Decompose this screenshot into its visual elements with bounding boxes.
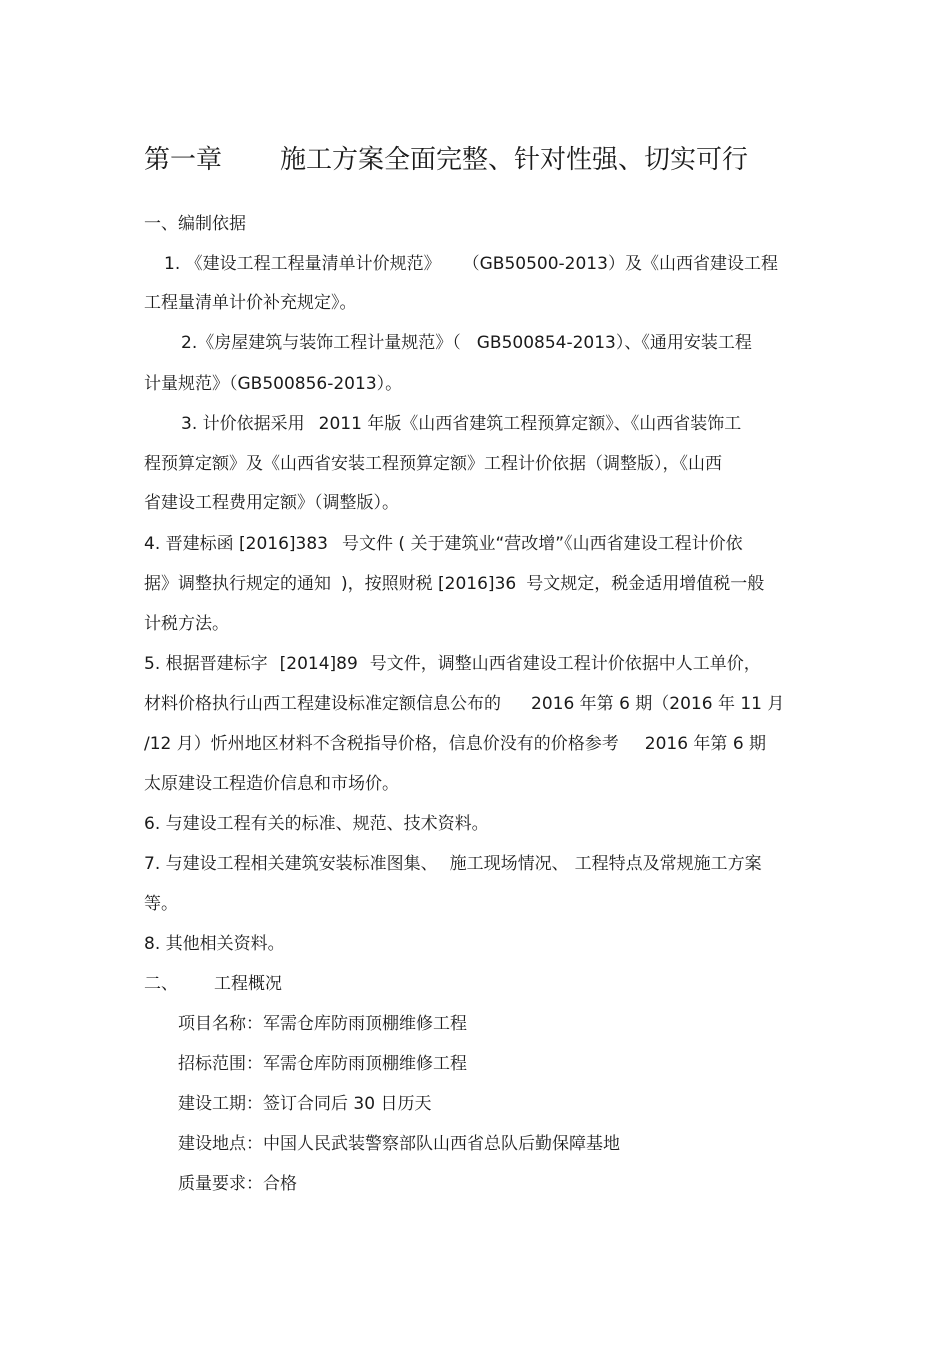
basis-item-5-line-4: 太原建设工程造价信息和市场价。: [144, 774, 399, 794]
overview-field-duration: 建设工期：签订合同后 30 日历天: [178, 1094, 432, 1114]
chapter-heading: 施工方案全面完整、针对性强、切实可行: [280, 145, 749, 175]
section-heading-basis: 一、编制依据: [144, 214, 246, 234]
chapter-number: 第一章: [144, 145, 223, 175]
section-number: 二、: [144, 974, 178, 994]
basis-item-7-line-1: 7. 与建设工程相关建筑安装标准图集、 施工现场情况、 工程特点及常规施工方案: [144, 854, 762, 874]
chapter-title: [144, 143, 748, 177]
basis-item-3-line-2: 程预算定额》及《山西省安装工程预算定额》工程计价依据（调整版），《山西: [144, 454, 722, 474]
overview-field-location: 建设地点：中国人民武装警察部队山西省总队后勤保障基地: [178, 1134, 620, 1154]
overview-field-project-name: 项目名称：军需仓库防雨顶棚维修工程: [178, 1014, 467, 1034]
overview-field-quality: 质量要求：合格: [178, 1174, 297, 1194]
basis-item-4-line-3: 计税方法。: [144, 614, 229, 634]
basis-item-5-line-3: /12 月）忻州地区材料不含税指导价格，信息价没有的价格参考 2016 年第 6 期: [144, 734, 767, 754]
basis-item-5-line-2: 材料价格执行山西工程建设标准定额信息公布的 2016 年第 6 期（2016 年 11 月: [144, 694, 785, 714]
basis-item-1-line-2: 工程量清单计价补充规定》。: [144, 293, 357, 313]
basis-item-7-line-2: 等。: [144, 894, 178, 914]
section-title: 工程概况: [214, 974, 282, 994]
basis-item-6: 6. 与建设工程有关的标准、规范、技术资料。: [144, 814, 489, 834]
section-heading-overview: [144, 973, 282, 995]
basis-item-8: 8. 其他相关资料。: [144, 934, 285, 954]
basis-item-5-line-1: 5. 根据晋建标字 [2014]89 号文件，调整山西省建设工程计价依据中人工单价，: [144, 654, 761, 674]
basis-item-1-line-1: 1. 《建设工程工程量清单计价规范》 （GB50500-2013）及《山西省建设工程: [164, 254, 778, 274]
overview-field-bid-scope: 招标范围：军需仓库防雨顶棚维修工程: [178, 1054, 467, 1074]
basis-item-3-line-3: 省建设工程费用定额》（调整版）。: [144, 493, 399, 513]
basis-item-3-line-1: 3. 计价依据采用 2011 年版《山西省建筑工程预算定额》、《山西省装饰工: [181, 414, 742, 434]
basis-item-4-line-1: 4. 晋建标函 [2016]383 号文件 ( 关于建筑业“营改增”《山西省建设工程计价依: [144, 534, 743, 554]
basis-item-2-line-2: 计量规范》（GB500856-2013）。: [144, 374, 403, 394]
basis-item-2-line-1: 2.《房屋建筑与装饰工程计量规范》（ GB500854-2013）、《通用安装工程: [181, 333, 752, 353]
basis-item-4-line-2: 据》调整执行规定的通知 )，按照财税 [2016]36 号文规定，税金适用增值税一般: [144, 574, 765, 594]
